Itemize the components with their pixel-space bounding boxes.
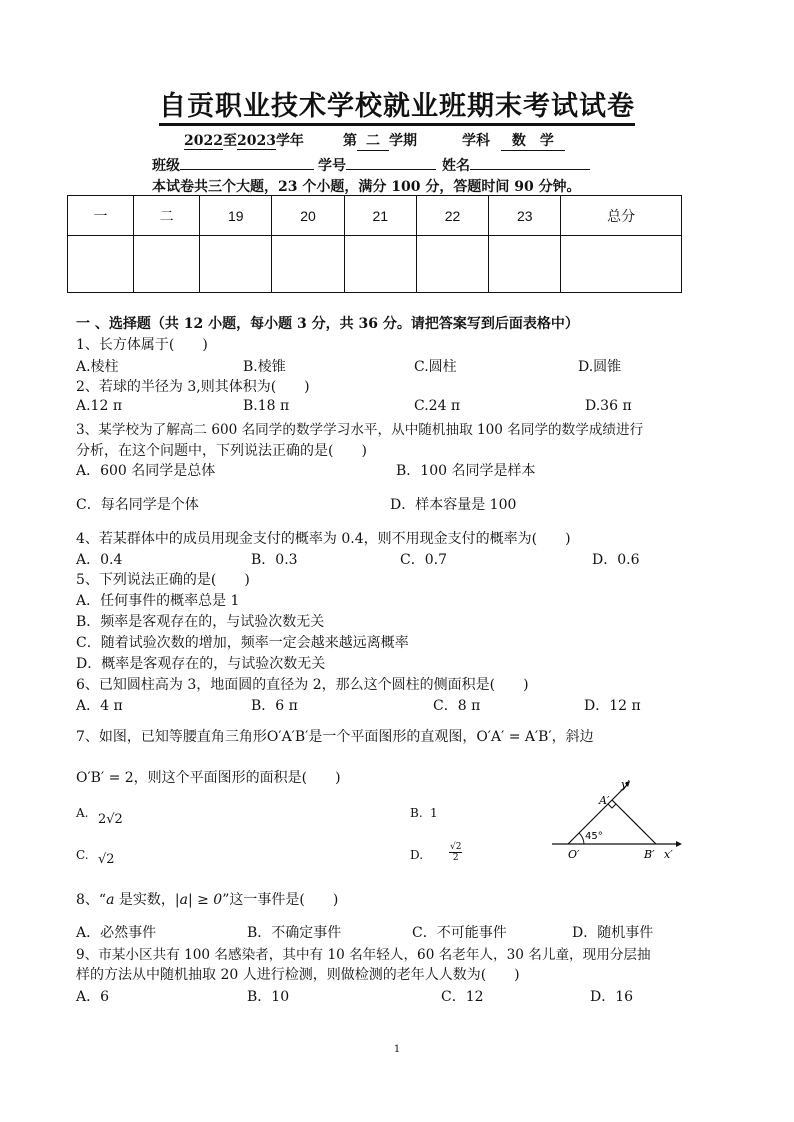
- q7-triangle-figure: [548, 776, 688, 866]
- triangle-side-ab: [612, 800, 656, 844]
- q3-stem-line1: 3、某学校为了解高二 600 名同学的数学学习水平，从中随机抽取 100 名同学的数学成绩进行: [76, 422, 644, 438]
- q7-option-b-value: 1: [430, 806, 438, 820]
- score-cell[interactable]: [272, 236, 344, 293]
- score-table: [67, 195, 682, 293]
- q8-abs-expression: |a| ≥ 0: [174, 892, 223, 908]
- term-post: 学期: [389, 133, 417, 149]
- term-pre: 第: [343, 133, 357, 149]
- q6-option-c: C．8 π: [433, 698, 481, 714]
- q1-stem: 1、长方体属于( ): [76, 337, 208, 353]
- point-b-label: B′: [644, 848, 655, 861]
- q3-option-c: C．每名同学是个体: [76, 497, 199, 513]
- term-line: [343, 130, 417, 151]
- subject-line: [462, 130, 565, 151]
- q9-stem-line1: 9、市某小区共有 100 名感染者，其中有 10 名年轻人，60 名老年人，30 名儿童，现用分层抽: [76, 947, 651, 963]
- name-label: 姓名: [442, 158, 470, 174]
- x-axis-label: x′: [664, 848, 673, 861]
- q7-option-a-label: A.: [76, 806, 89, 820]
- q5-option-d: D．概率是客观存在的，与试验次数无关: [76, 656, 326, 672]
- q1-option-a: A.棱柱: [76, 359, 119, 375]
- score-cell[interactable]: [68, 236, 134, 293]
- score-cell[interactable]: [561, 236, 682, 293]
- id-label: 学号: [318, 158, 346, 174]
- q2-option-a: A.12 π: [76, 398, 123, 414]
- q7-stem-line2: O′B′ = 2，则这个平面图形的面积是( ): [76, 770, 341, 786]
- year-end: 2023: [236, 133, 276, 149]
- q8-variable: a: [106, 892, 115, 908]
- point-a-label: A′: [599, 794, 610, 807]
- q4-option-d: D．0.6: [592, 552, 640, 568]
- q1-option-b: B.棱锥: [243, 359, 286, 375]
- exam-title: 自贡职业技术学校就业班期末考试试卷: [0, 84, 794, 123]
- exam-notice: 本试卷共三个大题，23 个小题，满分 100 分，答题时间 90 分钟。: [152, 179, 581, 195]
- q8-option-a: A．必然事件: [76, 925, 157, 941]
- subject-value: 数 学: [501, 130, 565, 151]
- q8-stem-pre: 8、“: [76, 892, 107, 908]
- score-header-cell: 一: [68, 196, 134, 236]
- q9-option-d: D．16: [590, 989, 634, 1005]
- q6-option-b: B．6 π: [251, 698, 298, 714]
- q7-option-d-numerator: √2: [450, 842, 462, 852]
- year-start: 2022: [184, 133, 223, 149]
- q2-stem: 2、若球的半径为 3,则其体积为( ): [76, 379, 310, 395]
- q8-stem: [76, 889, 338, 909]
- score-cell[interactable]: [200, 236, 272, 293]
- score-header-cell: 23: [489, 196, 561, 236]
- q5-option-c: C．随着试验次数的增加，频率一定会越来越远离概率: [76, 635, 409, 651]
- score-header-cell: 20: [272, 196, 344, 236]
- q8-option-d: D．随机事件: [572, 925, 654, 941]
- q9-option-b: B．10: [247, 989, 290, 1005]
- q8-stem-post: ”这一事件是( ): [222, 892, 339, 908]
- year-to: 至: [222, 133, 237, 149]
- page-number: 1: [393, 1044, 401, 1055]
- score-cell[interactable]: [416, 236, 488, 293]
- score-header-cell: 二: [134, 196, 200, 236]
- origin-label: O′: [568, 848, 580, 861]
- student-info-line: [152, 155, 590, 175]
- q8-option-c: C．不可能事件: [412, 925, 507, 941]
- q7-option-d-fraction: [449, 842, 462, 863]
- q9-stem-line2: 样的方法从中随机抽取 20 人进行检测，则做检测的老年人人数为( ): [76, 967, 520, 983]
- q7-option-c-label: C.: [76, 848, 89, 862]
- q2-option-d: D.36 π: [585, 398, 632, 414]
- q9-option-c: C．12: [441, 989, 484, 1005]
- student-id-field[interactable]: [346, 155, 436, 170]
- academic-year-line: [184, 130, 304, 150]
- score-header-cell: 21: [344, 196, 416, 236]
- score-header-cell: 总分: [561, 196, 682, 236]
- x-axis-arrow: [676, 841, 682, 847]
- score-header-cell: 22: [416, 196, 488, 236]
- q7-option-c-value: √2: [98, 852, 115, 867]
- angle-arc: [579, 833, 584, 844]
- angle-label: 45°: [585, 831, 603, 842]
- q3-option-b: B．100 名同学是样本: [396, 463, 536, 479]
- q9-option-a: A．6: [76, 989, 110, 1005]
- q4-option-b: B．0.3: [251, 552, 298, 568]
- q6-stem: 6、已知圆柱高为 3，地面圆的直径为 2，那么这个圆柱的侧面积是( ): [76, 677, 529, 693]
- q2-option-b: B.18 π: [243, 398, 290, 414]
- q7-stem-line1: 7、如图，已知等腰直角三角形O′A′B′是一个平面图形的直观图，O′A′ = A′B′，斜边: [76, 729, 594, 745]
- score-cell[interactable]: [489, 236, 561, 293]
- q8-stem-mid: 是实数，: [114, 892, 175, 908]
- q5-option-a: A．任何事件的概率总是 1: [76, 593, 240, 609]
- q1-option-d: D.圆锥: [578, 359, 622, 375]
- q7-option-d-denominator: 2: [452, 853, 459, 863]
- q6-option-a: A．4 π: [76, 698, 123, 714]
- score-table-blank-row: [68, 236, 682, 293]
- class-label: 班级: [152, 158, 180, 174]
- q3-option-d: D．样本容量是 100: [390, 497, 517, 513]
- q6-option-d: D．12 π: [584, 698, 641, 714]
- q5-stem: 5、下列说法正确的是( ): [76, 572, 250, 588]
- q4-option-a: A．0.4: [76, 552, 123, 568]
- q5-option-b: B．频率是客观存在的，与试验次数无关: [76, 614, 325, 630]
- q7-option-b-label: B.: [410, 806, 423, 820]
- y-axis-label: y′: [621, 778, 630, 791]
- q4-option-c: C．0.7: [400, 552, 447, 568]
- q8-option-b: B．不确定事件: [247, 925, 342, 941]
- class-field[interactable]: [180, 155, 314, 170]
- score-header-cell: 19: [200, 196, 272, 236]
- name-field[interactable]: [470, 155, 590, 170]
- subject-label: 学科: [462, 133, 490, 149]
- year-label: 学年: [275, 133, 304, 149]
- q2-option-c: C.24 π: [414, 398, 461, 414]
- q1-option-c: C.圆柱: [414, 359, 457, 375]
- q4-stem: 4、若某群体中的成员用现金支付的概率为 0.4，则不用现金支付的概率为( ): [76, 531, 571, 547]
- q7-option-d-label: D.: [410, 848, 424, 862]
- q3-option-a: A．600 名同学是总体: [76, 463, 216, 479]
- term-value: 二: [357, 130, 389, 151]
- q7-option-a-value: 2√2: [98, 812, 123, 827]
- score-table-header-row: [68, 196, 682, 236]
- score-cell[interactable]: [134, 236, 200, 293]
- q3-stem-line2: 分析，在这个问题中，下列说法正确的是( ): [76, 443, 367, 459]
- section-heading: 一 、选择题（共 12 小题，每小题 3 分，共 36 分。请把答案写到后面表格中）: [76, 316, 579, 332]
- score-cell[interactable]: [344, 236, 416, 293]
